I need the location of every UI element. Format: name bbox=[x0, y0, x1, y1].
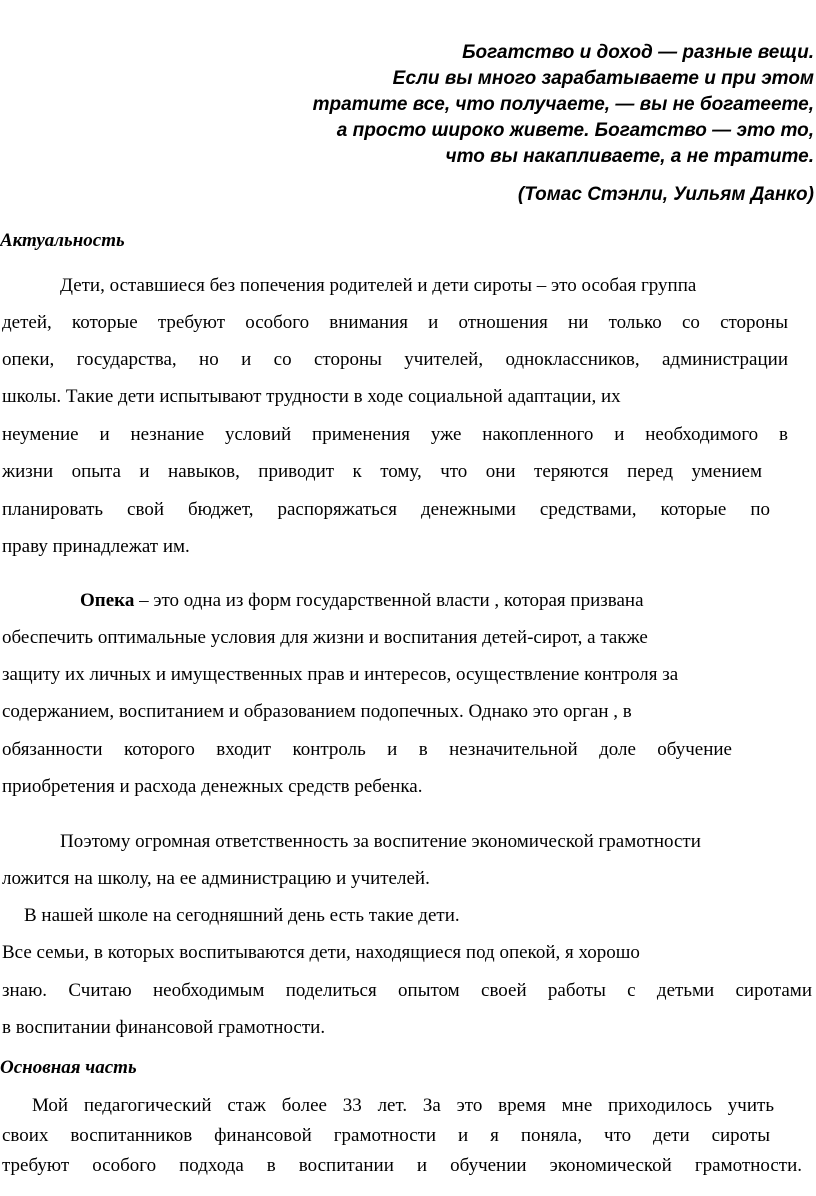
text-line: неумение и незнание условий применения уже накопленного и необходимого в bbox=[2, 424, 788, 445]
epigraph-line: Если вы много зарабатываете и при этом bbox=[392, 68, 814, 89]
text-line: школы. Такие дети испытывают трудности в ходе социальной адаптации, их bbox=[2, 386, 621, 407]
text-line: знаю. Считаю необходимым поделиться опытом своей работы с детьми сиротами bbox=[2, 980, 812, 1001]
text-line: Дети, оставшиеся без попечения родителей и дети сироты – это особая группа bbox=[60, 275, 697, 296]
epigraph-author: (Томас Стэнли, Уильям Данко) bbox=[517, 184, 814, 205]
epigraph-line: что вы накапливаете, а не тратите. bbox=[445, 146, 814, 167]
text-line: планировать свой бюджет, распоряжаться денежными средствами, которые по bbox=[2, 499, 770, 520]
text-line: жизни опыта и навыков, приводит к тому, что они теряются перед умением bbox=[2, 461, 762, 482]
epigraph-line: Богатство и доход — разные вещи. bbox=[462, 42, 814, 63]
text-line: обеспечить оптимальные условия для жизни и воспитания детей-сирот, а также bbox=[2, 627, 648, 648]
text-line: Все семьи, в которых воспитываются дети, находящиеся под опекой, я хорошо bbox=[2, 942, 640, 963]
text-line: детей, которые требуют особого внимания и отношения ни только со стороны bbox=[2, 312, 788, 333]
epigraph-quote bbox=[174, 40, 814, 208]
text-line: требуют особого подхода в воспитании и обучении экономической грамотности. bbox=[2, 1155, 802, 1176]
epigraph-line: а просто широко живете. Богатство — это то, bbox=[336, 120, 814, 141]
text-line: В нашей школе на сегодняшний день есть такие дети. bbox=[24, 905, 460, 926]
text-line: Мой педагогический стаж более 33 лет. За это время мне приходилось учить bbox=[32, 1095, 774, 1116]
section-heading-relevance: Актуальность bbox=[0, 230, 125, 251]
text-line: защиту их личных и имущественных прав и интересов, осуществление контроля за bbox=[2, 664, 679, 685]
section-heading-main-part: Основная часть bbox=[0, 1057, 137, 1078]
text-line: ложится на школу, на ее администрацию и учителей. bbox=[2, 868, 430, 889]
text-line: опеки, государства, но и со стороны учителей, одноклассников, администрации bbox=[2, 349, 788, 370]
text-line: своих воспитанников финансовой грамотности и я поняла, что дети сироты bbox=[2, 1125, 770, 1146]
text-line: обязанности которого входит контроль и в незначительной доле обучение bbox=[2, 739, 732, 760]
text-line bbox=[80, 590, 644, 612]
text-line: содержанием, воспитанием и образованием подопечных. Однако это орган , в bbox=[2, 701, 632, 722]
text-line: приобретения и расхода денежных средств ребенка. bbox=[2, 776, 423, 797]
term-guardianship: Опека bbox=[80, 590, 135, 611]
text-line: праву принадлежат им. bbox=[2, 536, 190, 557]
epigraph-line: тратите все, что получаете, — вы не богатеете, bbox=[312, 94, 814, 115]
text-fragment: – это одна из форм государственной власти , которая призвана bbox=[134, 590, 644, 611]
text-line: в воспитании финансовой грамотности. bbox=[2, 1017, 326, 1038]
text-line: Поэтому огромная ответственность за воспитение экономической грамотности bbox=[60, 831, 701, 852]
